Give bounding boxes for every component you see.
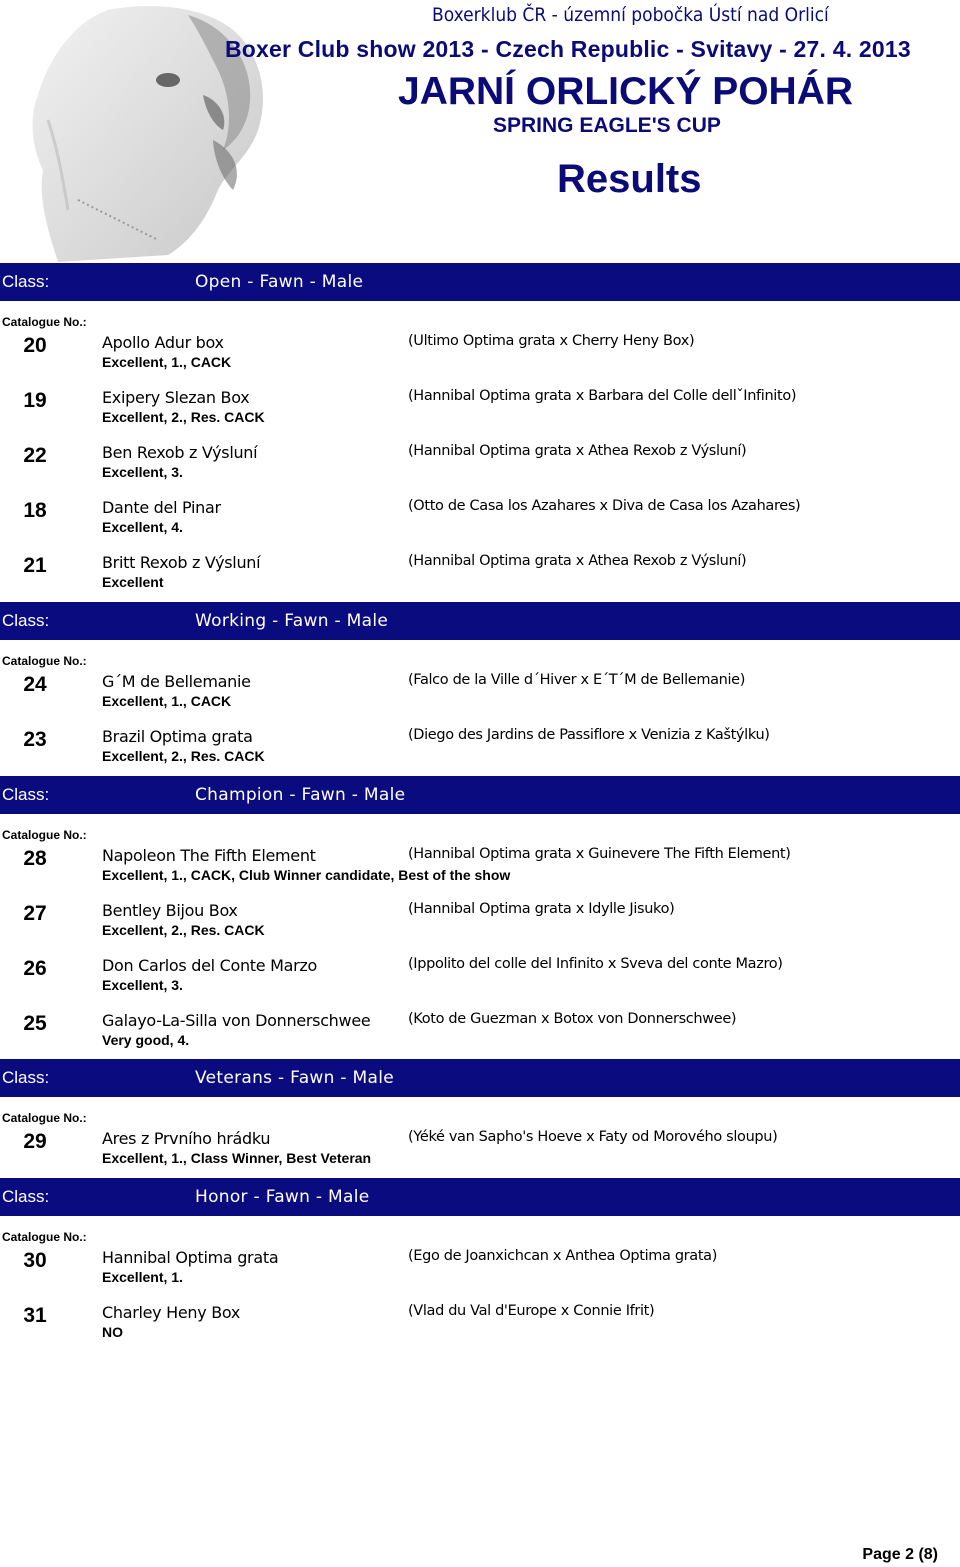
catalogue-number: 25 — [23, 1012, 47, 1035]
catalogue-number: 29 — [23, 1130, 47, 1153]
class-name: Champion - Fawn - Male — [195, 785, 406, 805]
cup-title: JARNÍ ORLICKÝ POHÁR — [398, 70, 854, 113]
catalogue-label: Catalogue No.: — [2, 828, 87, 842]
result-text: Excellent, 2., Res. CACK — [102, 922, 265, 938]
pedigree-text: (Falco de la Ville d´Hiver x E´T´M de Bellemanie) — [408, 672, 746, 688]
pedigree-text: (Yéké van Sapho's Hoeve x Faty od Morového sloupu) — [408, 1129, 778, 1145]
result-text: Excellent, 1., Class Winner, Best Veteran — [102, 1150, 372, 1166]
pedigree-text: (Diego des Jardins de Passiflore x Venizia z Kaštýlku) — [408, 727, 770, 743]
dog-name: Apollo Adur box — [102, 333, 224, 352]
dog-name: Bentley Bijou Box — [102, 901, 238, 920]
pedigree-text: (Ultimo Optima grata x Cherry Heny Box) — [408, 333, 695, 349]
dog-name: Napoleon The Fifth Element — [102, 846, 316, 865]
pedigree-text: (Ego de Joanxichcan x Anthea Optima grata) — [408, 1248, 718, 1264]
result-text: Excellent, 3. — [102, 464, 183, 480]
cup-subtitle: SPRING EAGLE'S CUP — [493, 114, 721, 137]
entry-row — [0, 846, 960, 892]
result-text: NO — [102, 1324, 123, 1340]
pedigree-text: (Koto de Guezman x Botox von Donnerschwee) — [408, 1011, 737, 1027]
class-header — [0, 1059, 960, 1097]
class-label: Class: — [2, 611, 50, 630]
result-text: Excellent, 3. — [102, 977, 183, 993]
pedigree-text: (Vlad du Val d'Europe x Connie Ifrit) — [408, 1303, 655, 1319]
entry-row — [0, 672, 960, 718]
class-label: Class: — [2, 785, 50, 804]
dog-name: Exipery Slezan Box — [102, 388, 250, 407]
catalogue-number: 30 — [23, 1249, 47, 1272]
result-text: Excellent, 1., CACK, Club Winner candidate, Best of the show — [102, 867, 511, 883]
dog-name: Hannibal Optima grata — [102, 1248, 279, 1267]
class-label: Class: — [2, 1187, 50, 1206]
catalogue-number: 31 — [23, 1304, 47, 1327]
pedigree-text: (Otto de Casa los Azahares x Diva de Casa los Azahares) — [408, 498, 801, 514]
class-header — [0, 602, 960, 640]
catalogue-number: 27 — [23, 902, 47, 925]
result-text: Excellent, 2., Res. CACK — [102, 409, 265, 425]
class-name: Working - Fawn - Male — [195, 611, 389, 631]
catalogue-number: 18 — [23, 499, 47, 522]
dog-name: G´M de Bellemanie — [102, 672, 251, 691]
dog-name: Britt Rexob z Výsluní — [102, 553, 261, 572]
pedigree-text: (Hannibal Optima grata x Athea Rexob z Výsluní) — [408, 553, 747, 569]
catalogue-number: 24 — [23, 673, 47, 696]
entry-row — [0, 443, 960, 489]
entry-row — [0, 1303, 960, 1349]
result-text: Excellent, 2., Res. CACK — [102, 748, 265, 764]
dog-name: Ben Rexob z Výsluní — [102, 443, 258, 462]
class-name: Veterans - Fawn - Male — [195, 1068, 394, 1088]
class-header — [0, 263, 960, 301]
entry-row — [0, 901, 960, 947]
results-heading: Results — [557, 157, 702, 201]
dog-name: Ares z Prvního hrádku — [102, 1129, 271, 1148]
catalogue-number: 20 — [23, 334, 47, 357]
catalogue-number: 23 — [23, 728, 47, 751]
entry-row — [0, 498, 960, 544]
page-number: Page 2 (8) — [862, 1546, 938, 1563]
dog-name: Galayo-La-Silla von Donnerschwee — [102, 1011, 371, 1030]
catalogue-label: Catalogue No.: — [2, 1111, 87, 1125]
entry-row — [0, 1011, 960, 1057]
pedigree-text: (Hannibal Optima grata x Idylle Jisuko) — [408, 901, 675, 917]
catalogue-number: 28 — [23, 847, 47, 870]
entry-row — [0, 388, 960, 434]
result-text: Excellent, 1. — [102, 1269, 183, 1285]
class-header — [0, 1178, 960, 1216]
result-text: Excellent — [102, 574, 164, 590]
entry-row — [0, 1248, 960, 1294]
class-name: Honor - Fawn - Male — [195, 1187, 370, 1207]
entry-row — [0, 1129, 960, 1175]
class-label: Class: — [2, 1068, 50, 1087]
catalogue-number: 26 — [23, 957, 47, 980]
pedigree-text: (Ippolito del colle del Infinito x Sveva del conte Mazro) — [408, 956, 783, 972]
pedigree-text: (Hannibal Optima grata x Guinevere The Fifth Element) — [408, 846, 791, 862]
catalogue-number: 19 — [23, 389, 47, 412]
catalogue-label: Catalogue No.: — [2, 1230, 87, 1244]
catalogue-label: Catalogue No.: — [2, 654, 87, 668]
organization-name: Boxerklub ČR - územní pobočka Ústí nad Orlicí — [432, 4, 829, 26]
dog-name: Dante del Pinar — [102, 498, 221, 517]
catalogue-label: Catalogue No.: — [2, 315, 87, 329]
dog-name: Don Carlos del Conte Marzo — [102, 956, 317, 975]
result-text: Excellent, 1., CACK — [102, 354, 232, 370]
entry-row — [0, 333, 960, 379]
class-label: Class: — [2, 272, 50, 291]
catalogue-number: 21 — [23, 554, 47, 577]
result-text: Very good, 4. — [102, 1032, 190, 1048]
entry-row — [0, 553, 960, 599]
pedigree-text: (Hannibal Optima grata x Barbara del Colle dellˇInfinito) — [408, 388, 797, 404]
dog-name: Charley Heny Box — [102, 1303, 241, 1322]
catalogue-number: 22 — [23, 444, 47, 467]
class-name: Open - Fawn - Male — [195, 272, 364, 292]
class-header — [0, 776, 960, 814]
dog-name: Brazil Optima grata — [102, 727, 253, 746]
entry-row — [0, 956, 960, 1002]
pedigree-text: (Hannibal Optima grata x Athea Rexob z Výsluní) — [408, 443, 747, 459]
result-text: Excellent, 1., CACK — [102, 693, 232, 709]
show-title: Boxer Club show 2013 - Czech Republic - Svitavy - 27. 4. 2013 — [225, 36, 911, 62]
entry-row — [0, 727, 960, 773]
result-text: Excellent, 4. — [102, 519, 183, 535]
